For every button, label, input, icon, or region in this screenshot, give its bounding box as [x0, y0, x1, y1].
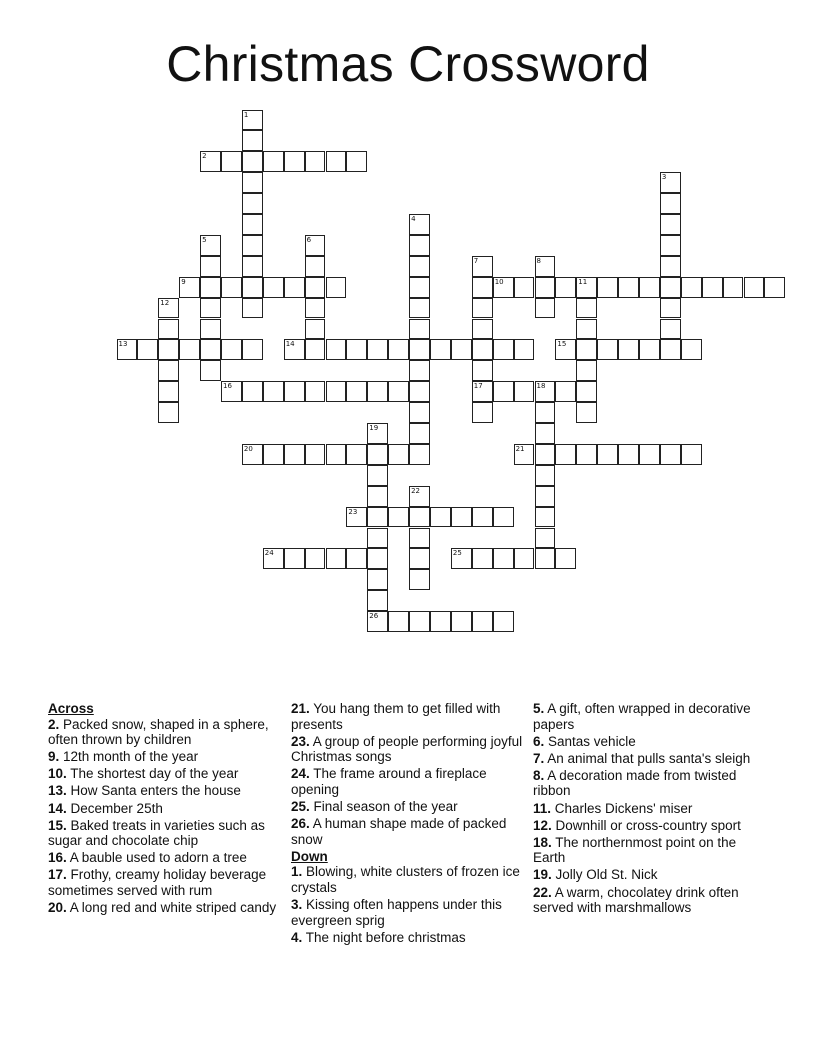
- clue-number: 8.: [533, 767, 545, 783]
- cell-number: 19: [369, 424, 379, 432]
- clue-text: Downhill or cross-country sport: [551, 817, 741, 833]
- grid-cell[interactable]: [409, 256, 430, 277]
- grid-cell[interactable]: [263, 151, 284, 172]
- grid-cell[interactable]: [242, 130, 263, 151]
- grid-cell[interactable]: [200, 256, 221, 277]
- cell-number: 9: [181, 277, 186, 286]
- grid-cell[interactable]: [472, 548, 493, 569]
- clue-item: [533, 818, 765, 834]
- grid-cell[interactable]: [200, 298, 221, 319]
- grid-cell[interactable]: [576, 444, 597, 465]
- grid-cell[interactable]: [535, 548, 556, 569]
- across-heading: Across: [48, 701, 94, 716]
- across-clue-list-b: [291, 701, 523, 847]
- down-heading: Down: [291, 848, 328, 864]
- cell-number: 7: [473, 256, 479, 265]
- cell-number: 22: [411, 486, 421, 495]
- grid-cell[interactable]: [493, 381, 514, 402]
- cell-number: 5: [202, 235, 207, 244]
- grid-cell[interactable]: [200, 319, 221, 340]
- grid-cell[interactable]: [158, 360, 179, 381]
- grid-cell[interactable]: [242, 339, 263, 360]
- grid-cell[interactable]: [221, 339, 242, 360]
- clue-text: December 25th: [66, 800, 163, 816]
- cell-number: 24: [264, 549, 274, 558]
- grid-cell[interactable]: [597, 277, 618, 298]
- clue-number: 25.: [291, 799, 310, 815]
- grid-cell[interactable]: [179, 339, 200, 360]
- grid-cell[interactable]: [326, 444, 347, 465]
- grid-cell[interactable]: [430, 339, 451, 360]
- clue-number: 17.: [48, 867, 67, 883]
- grid-cell[interactable]: [576, 319, 597, 340]
- grid-cell[interactable]: [242, 214, 263, 235]
- grid-cell[interactable]: [388, 339, 409, 360]
- grid-cell[interactable]: [597, 339, 618, 360]
- grid-cell[interactable]: [493, 339, 514, 360]
- clue-text: Frothy, creamy holiday beverage sometimes served with rum: [48, 867, 267, 899]
- grid-cell[interactable]: [409, 339, 430, 360]
- clue-item: [48, 850, 280, 866]
- grid-cell[interactable]: [639, 444, 660, 465]
- grid-cell[interactable]: [242, 151, 263, 172]
- grid-cell[interactable]: [535, 486, 556, 507]
- clue-item: [533, 734, 765, 750]
- grid-cell[interactable]: [660, 193, 681, 214]
- page-title: Christmas Crossword: [166, 36, 650, 92]
- grid-cell[interactable]: [305, 548, 326, 569]
- clue-number: 23.: [291, 733, 310, 749]
- grid-cell[interactable]: [367, 339, 388, 360]
- grid-cell[interactable]: [409, 569, 430, 590]
- grid-cell[interactable]: [158, 402, 179, 423]
- grid-cell[interactable]: [409, 548, 430, 569]
- grid-cell[interactable]: [242, 193, 263, 214]
- grid-cell[interactable]: [451, 507, 472, 528]
- grid-cell[interactable]: [388, 611, 409, 632]
- grid-cell[interactable]: [221, 151, 242, 172]
- grid-cell[interactable]: [200, 339, 221, 360]
- clue-item: [48, 867, 280, 898]
- cell-number: 8: [536, 256, 541, 265]
- grid-cell[interactable]: [535, 277, 556, 298]
- grid-cell[interactable]: [576, 381, 597, 402]
- clue-text: A decoration made from twisted ribbon: [533, 767, 737, 799]
- grid-cell[interactable]: [576, 402, 597, 423]
- clues-column-2: [291, 701, 523, 947]
- grid-cell[interactable]: [409, 402, 430, 423]
- grid-cell[interactable]: [555, 444, 576, 465]
- grid-cell[interactable]: [221, 277, 242, 298]
- grid-cell[interactable]: [493, 548, 514, 569]
- grid-cell[interactable]: [367, 590, 388, 611]
- clue-item: [291, 734, 523, 765]
- grid-cell[interactable]: [200, 360, 221, 381]
- grid-cell[interactable]: [409, 507, 430, 528]
- grid-cell[interactable]: [660, 235, 681, 256]
- grid-cell[interactable]: [472, 319, 493, 340]
- clue-text: Kissing often happens under this evergreen sprig: [291, 897, 502, 928]
- grid-cell[interactable]: [660, 339, 681, 360]
- grid-cell[interactable]: [284, 381, 305, 402]
- grid-cell[interactable]: [326, 339, 347, 360]
- clue-number: 5.: [533, 701, 545, 716]
- grid-cell[interactable]: [535, 423, 556, 444]
- grid-cell[interactable]: [367, 507, 388, 528]
- grid-cell[interactable]: [472, 339, 493, 360]
- clues-column-1: [48, 701, 280, 917]
- grid-cell[interactable]: [660, 214, 681, 235]
- clue-item: [48, 749, 280, 765]
- grid-cell[interactable]: [388, 507, 409, 528]
- clue-item: [533, 768, 765, 799]
- clue-item: [291, 897, 523, 928]
- grid-cell[interactable]: [367, 444, 388, 465]
- clue-item: [291, 701, 523, 732]
- grid-cell[interactable]: [514, 277, 535, 298]
- clue-number: 1.: [291, 864, 303, 880]
- grid-cell[interactable]: [158, 319, 179, 340]
- grid-cell[interactable]: [346, 381, 367, 402]
- clue-number: 3.: [291, 897, 303, 913]
- grid-cell[interactable]: [618, 444, 639, 465]
- grid-cell[interactable]: [660, 256, 681, 277]
- grid-cell[interactable]: [660, 277, 681, 298]
- grid-cell[interactable]: [744, 277, 765, 298]
- cell-number: 6: [306, 235, 312, 244]
- grid-cell[interactable]: [493, 507, 514, 528]
- grid-cell[interactable]: [284, 151, 305, 172]
- cell-number: 25: [452, 549, 462, 558]
- clue-number: 11.: [533, 800, 552, 816]
- grid-cell[interactable]: [660, 319, 681, 340]
- grid-cell[interactable]: [409, 298, 430, 319]
- grid-cell[interactable]: [535, 298, 556, 319]
- clue-text: A human shape made of packed snow: [291, 816, 507, 847]
- grid-cell[interactable]: [305, 298, 326, 319]
- grid-cell[interactable]: [535, 528, 556, 549]
- clue-text: Santas vehicle: [544, 733, 636, 749]
- grid-cell[interactable]: [660, 444, 681, 465]
- grid-cell[interactable]: [200, 277, 221, 298]
- down-clue-list-a: [291, 864, 523, 945]
- clue-text: A gift, often wrapped in decorative papers: [533, 701, 751, 732]
- grid-cell[interactable]: [618, 277, 639, 298]
- grid-cell[interactable]: [555, 548, 576, 569]
- clue-number: 7.: [533, 750, 545, 766]
- grid-cell[interactable]: [409, 319, 430, 340]
- grid-cell[interactable]: [367, 548, 388, 569]
- grid-cell[interactable]: [681, 277, 702, 298]
- clue-number: 10.: [48, 766, 67, 782]
- clue-number: 16.: [48, 850, 67, 866]
- clue-text: How Santa enters the house: [66, 783, 241, 799]
- grid-cell[interactable]: [514, 548, 535, 569]
- grid-cell[interactable]: [263, 381, 284, 402]
- grid-cell[interactable]: [305, 277, 326, 298]
- grid-cell[interactable]: [535, 402, 556, 423]
- clue-number: 26.: [291, 816, 310, 832]
- cell-number: 4: [411, 215, 416, 223]
- grid-cell[interactable]: [409, 444, 430, 465]
- clue-item: [48, 783, 280, 799]
- grid-cell[interactable]: [242, 256, 263, 277]
- grid-cell[interactable]: [284, 277, 305, 298]
- cell-number: 2: [202, 152, 207, 161]
- clue-text: Final season of the year: [309, 799, 458, 815]
- cell-number: 1: [243, 110, 249, 119]
- grid-cell[interactable]: [305, 381, 326, 402]
- clue-number: 14.: [48, 800, 67, 816]
- grid-cell[interactable]: [367, 569, 388, 590]
- grid-cell[interactable]: [346, 151, 367, 172]
- grid-cell[interactable]: [409, 360, 430, 381]
- cell-number: 14: [285, 340, 295, 349]
- grid-cell[interactable]: [597, 444, 618, 465]
- grid-cell[interactable]: [555, 381, 576, 402]
- grid-cell[interactable]: [409, 611, 430, 632]
- clue-item: [48, 766, 280, 782]
- clue-number: 15.: [48, 817, 67, 833]
- grid-cell[interactable]: [242, 381, 263, 402]
- grid-cell[interactable]: [451, 611, 472, 632]
- clue-text: A group of people performing joyful Christmas songs: [291, 733, 523, 765]
- grid-cell[interactable]: [493, 611, 514, 632]
- grid-cell[interactable]: [284, 444, 305, 465]
- grid-cell[interactable]: [263, 277, 284, 298]
- grid-cell[interactable]: [409, 423, 430, 444]
- grid-cell[interactable]: [388, 444, 409, 465]
- clue-item: [533, 801, 765, 817]
- grid-cell[interactable]: [242, 277, 263, 298]
- grid-cell[interactable]: [514, 339, 535, 360]
- grid-cell[interactable]: [242, 298, 263, 319]
- grid-cell[interactable]: [367, 486, 388, 507]
- clue-text: A warm, chocolatey drink often served with marshmallows: [533, 884, 739, 916]
- clue-number: 13.: [48, 783, 67, 799]
- grid-cell[interactable]: [158, 339, 179, 360]
- clue-item: [48, 801, 280, 817]
- grid-cell[interactable]: [158, 381, 179, 402]
- clue-item: [291, 766, 523, 797]
- down-clue-list-b: [533, 701, 765, 916]
- cell-number: 13: [118, 340, 128, 349]
- grid-cell[interactable]: [346, 548, 367, 569]
- grid-cell[interactable]: [639, 339, 660, 360]
- clue-text: The shortest day of the year: [66, 766, 239, 782]
- clue-item: [291, 930, 523, 946]
- clue-item: [291, 816, 523, 847]
- clue-text: An animal that pulls santa's sleigh: [544, 750, 751, 766]
- grid-cell[interactable]: [326, 381, 347, 402]
- grid-cell[interactable]: [472, 360, 493, 381]
- grid-cell[interactable]: [305, 256, 326, 277]
- clue-number: 6.: [533, 733, 545, 749]
- grid-cell[interactable]: [263, 444, 284, 465]
- grid-cell[interactable]: [242, 235, 263, 256]
- cell-number: 15: [557, 340, 567, 349]
- clue-text: The northernmost point on the Earth: [533, 834, 737, 866]
- grid-cell[interactable]: [576, 339, 597, 360]
- clue-item: [533, 885, 765, 916]
- grid-cell[interactable]: [639, 277, 660, 298]
- cell-number: 12: [160, 298, 170, 307]
- clue-number: 20.: [48, 900, 67, 916]
- grid-cell[interactable]: [576, 360, 597, 381]
- grid-cell[interactable]: [472, 402, 493, 423]
- grid-cell[interactable]: [723, 277, 744, 298]
- clue-text: The night before christmas: [302, 929, 466, 945]
- clue-number: 22.: [533, 884, 552, 900]
- grid-cell[interactable]: [284, 548, 305, 569]
- clue-item: [48, 717, 280, 748]
- grid-cell[interactable]: [367, 465, 388, 486]
- grid-cell[interactable]: [367, 528, 388, 549]
- grid-cell[interactable]: [367, 381, 388, 402]
- clue-number: 9.: [48, 749, 60, 765]
- grid-cell[interactable]: [576, 298, 597, 319]
- clue-item: [533, 835, 765, 866]
- grid-cell[interactable]: [242, 172, 263, 193]
- grid-cell[interactable]: [388, 381, 409, 402]
- clue-number: 21.: [291, 701, 310, 716]
- grid-cell[interactable]: [535, 444, 556, 465]
- clue-item: [48, 900, 280, 916]
- cell-number: 26: [369, 612, 379, 621]
- cell-number: 3: [661, 173, 667, 182]
- grid-cell[interactable]: [555, 277, 576, 298]
- grid-cell[interactable]: [702, 277, 723, 298]
- clue-number: 19.: [533, 867, 552, 883]
- clue-number: 4.: [291, 929, 303, 945]
- grid-cell[interactable]: [326, 548, 347, 569]
- grid-cell[interactable]: [535, 507, 556, 528]
- clue-text: You hang them to get filled with presents: [291, 701, 501, 732]
- clue-number: 24.: [291, 766, 310, 782]
- grid-cell[interactable]: [660, 298, 681, 319]
- grid-cell[interactable]: [409, 277, 430, 298]
- clue-number: 12.: [533, 817, 552, 833]
- grid-cell[interactable]: [305, 444, 326, 465]
- grid-cell[interactable]: [409, 381, 430, 402]
- grid-cell[interactable]: [305, 319, 326, 340]
- clue-item: [533, 867, 765, 883]
- grid-cell[interactable]: [535, 465, 556, 486]
- clue-number: 2.: [48, 716, 60, 732]
- cell-number: 11: [578, 277, 588, 286]
- across-clue-list-a: [48, 717, 280, 916]
- clue-number: 18.: [533, 834, 552, 850]
- grid-cell[interactable]: [409, 528, 430, 549]
- clues-column-3: [533, 701, 765, 917]
- clue-text: Blowing, white clusters of frozen ice crystals: [291, 864, 520, 896]
- grid-cell[interactable]: [305, 339, 326, 360]
- grid-cell[interactable]: [764, 277, 785, 298]
- cell-number: 18: [536, 382, 546, 391]
- clue-item: [533, 701, 765, 732]
- grid-cell[interactable]: [409, 235, 430, 256]
- grid-cell[interactable]: [472, 507, 493, 528]
- grid-cell[interactable]: [472, 298, 493, 319]
- clue-text: 12th month of the year: [59, 749, 199, 765]
- clue-item: [48, 818, 280, 849]
- clue-text: Charles Dickens' miser: [551, 800, 693, 816]
- clue-item: [291, 799, 523, 815]
- clue-item: [533, 751, 765, 767]
- grid-cell[interactable]: [346, 444, 367, 465]
- clue-text: Baked treats in varieties such as sugar and chocolate chip: [48, 817, 265, 849]
- grid-cell[interactable]: [137, 339, 158, 360]
- grid-cell[interactable]: [681, 339, 702, 360]
- grid-cell[interactable]: [305, 151, 326, 172]
- grid-cell[interactable]: [430, 611, 451, 632]
- clue-text: The frame around a fireplace opening: [291, 766, 487, 797]
- grid-cell[interactable]: [618, 339, 639, 360]
- clue-text: Packed snow, shaped in a sphere, often thrown by children: [48, 716, 269, 748]
- grid-cell[interactable]: [326, 151, 347, 172]
- grid-cell[interactable]: [326, 277, 347, 298]
- grid-cell[interactable]: [472, 611, 493, 632]
- grid-cell[interactable]: [681, 444, 702, 465]
- clue-text: A long red and white striped candy: [66, 900, 277, 916]
- clue-item: [291, 864, 523, 895]
- cell-number: 10: [494, 277, 504, 286]
- cell-number: 23: [348, 507, 358, 516]
- cell-number: 20: [243, 444, 253, 453]
- grid-cell[interactable]: [514, 381, 535, 402]
- clue-text: A bauble used to adorn a tree: [66, 850, 247, 866]
- grid-cell[interactable]: [472, 277, 493, 298]
- grid-cell[interactable]: [451, 339, 472, 360]
- grid-cell[interactable]: [430, 507, 451, 528]
- cell-number: 21: [515, 444, 525, 453]
- clue-text: Jolly Old St. Nick: [551, 867, 658, 883]
- cell-number: 16: [223, 382, 232, 391]
- cell-number: 17: [473, 382, 483, 391]
- grid-cell[interactable]: [346, 339, 367, 360]
